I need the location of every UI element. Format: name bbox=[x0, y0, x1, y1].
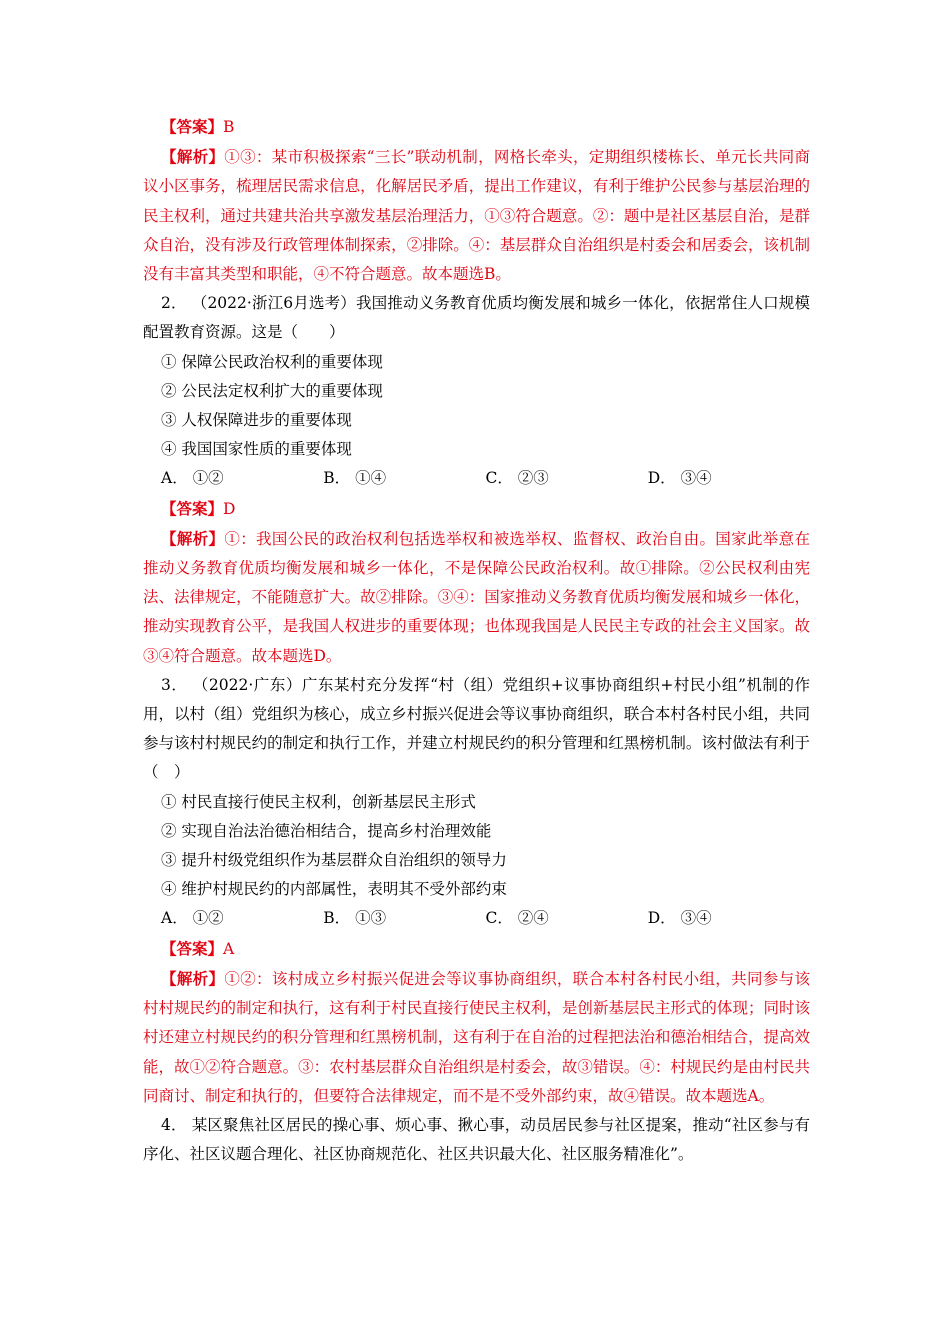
question-stem: （2022·广东）广东某村充分发挥“村（组）党组织+议事协商组织+村民小组”机制的作用，以村（组）党组织为核心，成立乡村振兴促进会等议事协商组织，联合本村各村民小组，共同参与该村村规民约的制定和执行工作，并建立村规民约的积分管理和红黑榜机制。该村做法有利于（ ） bbox=[143, 675, 810, 782]
analysis-label: 【解析】 bbox=[161, 968, 225, 988]
answer-value: A bbox=[223, 939, 235, 958]
answer-value: D bbox=[223, 499, 236, 518]
q2-option-1: ① 保障公民政治权利的重要体现 bbox=[161, 352, 383, 371]
q2-answer bbox=[143, 494, 810, 524]
q3-option-2: ② 实现自治法治德治相结合，提高乡村治理效能 bbox=[161, 821, 492, 840]
document-content bbox=[143, 112, 810, 1169]
question-number: 2． bbox=[161, 294, 187, 313]
choice-a: A． ①② bbox=[161, 909, 224, 928]
q3-choices bbox=[143, 904, 810, 933]
answer-label: 【答案】 bbox=[161, 117, 224, 136]
choice-d: D． ③④ bbox=[647, 909, 712, 928]
question-stem: 某区聚焦社区居民的操心事、烦心事、揪心事，动员居民参与社区提案，推动“社区参与有序化、社区议题合理化、社区协商规范化、社区共识最大化、社区服务精准化”。 bbox=[143, 1115, 810, 1164]
analysis-label: 【解析】 bbox=[161, 147, 225, 167]
q2-choices bbox=[143, 464, 810, 493]
q4-stem bbox=[143, 1111, 810, 1169]
q3-option-3: ③ 提升村级党组织作为基层群众自治组织的领导力 bbox=[161, 851, 507, 870]
choice-b: B． ①③ bbox=[323, 909, 387, 928]
q2-analysis bbox=[143, 524, 810, 671]
analysis-text: ①③：某市积极探索“三长”联动机制，网格长牵头，定期组织楼栋长、单元长共同商议小区事务，梳理居民需求信息，化解居民矛盾，提出工作建议，有利于维护公民参与基层治理的民主权利，通过共建共治共享激发基层治理活力，①③符合题意。②：题中是社区基层自治，是群众自治，没有涉及行政管理体制探索，②排除。④：基层群众自治组织是村委会和居委会，该机制没有丰富其类型和职能，④不符合题意。故本题选B。 bbox=[143, 148, 810, 284]
choice-b: B． ①④ bbox=[323, 469, 387, 488]
answer-value: B bbox=[223, 118, 235, 136]
question-number: 4． bbox=[161, 1115, 187, 1134]
question-stem: （2022·浙江6月选考）我国推动义务教育优质均衡发展和城乡一体化，依据常住人口规模配置教育资源。这是（ ） bbox=[143, 294, 810, 342]
q2-option-4: ④ 我国国家性质的重要体现 bbox=[161, 440, 352, 459]
q2-option-3: ③ 人权保障进步的重要体现 bbox=[161, 411, 352, 430]
q1-analysis bbox=[143, 142, 810, 289]
answer-label: 【答案】 bbox=[161, 498, 224, 518]
q2-option-2: ② 公民法定权利扩大的重要体现 bbox=[161, 381, 383, 400]
analysis-label: 【解析】 bbox=[161, 528, 225, 548]
q3-stem bbox=[143, 671, 810, 788]
q1-answer bbox=[143, 112, 810, 142]
choice-c: C． ②③ bbox=[485, 469, 549, 488]
q3-option-4: ④ 维护村规民约的内部属性，表明其不受外部约束 bbox=[161, 880, 507, 899]
choice-a: A． ①② bbox=[161, 469, 224, 488]
question-number: 3． bbox=[161, 675, 188, 694]
q2-stem bbox=[143, 289, 810, 347]
answer-label: 【答案】 bbox=[161, 938, 224, 958]
choice-c: C． ②④ bbox=[485, 909, 549, 928]
q3-answer bbox=[143, 934, 810, 964]
choice-d: D． ③④ bbox=[647, 469, 712, 488]
q3-option-1: ① 村民直接行使民主权利，创新基层民主形式 bbox=[161, 792, 476, 811]
analysis-text: ①②：该村成立乡村振兴促进会等议事协商组织，联合本村各村民小组，共同参与该村村规民约的制定和执行，这有利于村民直接行使民主权利，是创新基层民主形式的体现；同时该村还建立村规民约的积分管理和红黑榜机制，这有利于在自治的过程把法治和德治相结合，提高效能，故①②符合题意。③：农村基层群众自治组织是村委会，故③错误。④：村规民约是由村民共同商讨、制定和执行的，但要符合法律规定，而不是不受外部约束，故④错误。故本题选A。 bbox=[143, 969, 810, 1105]
analysis-text: ①：我国公民的政治权利包括选举权和被选举权、监督权、政治自由。国家此举意在推动义务教育优质均衡发展和城乡一体化，不是保障公民政治权利。故①排除。②公民权利由宪法、法律规定，不能随意扩大。故②排除。③④：国家推动义务教育优质均衡发展和城乡一体化，推动实现教育公平，是我国人权进步的重要体现；也体现我国是人民民主专政的社会主义国家。故③④符合题意。故本题选D。 bbox=[143, 529, 810, 665]
q3-analysis bbox=[143, 964, 810, 1111]
